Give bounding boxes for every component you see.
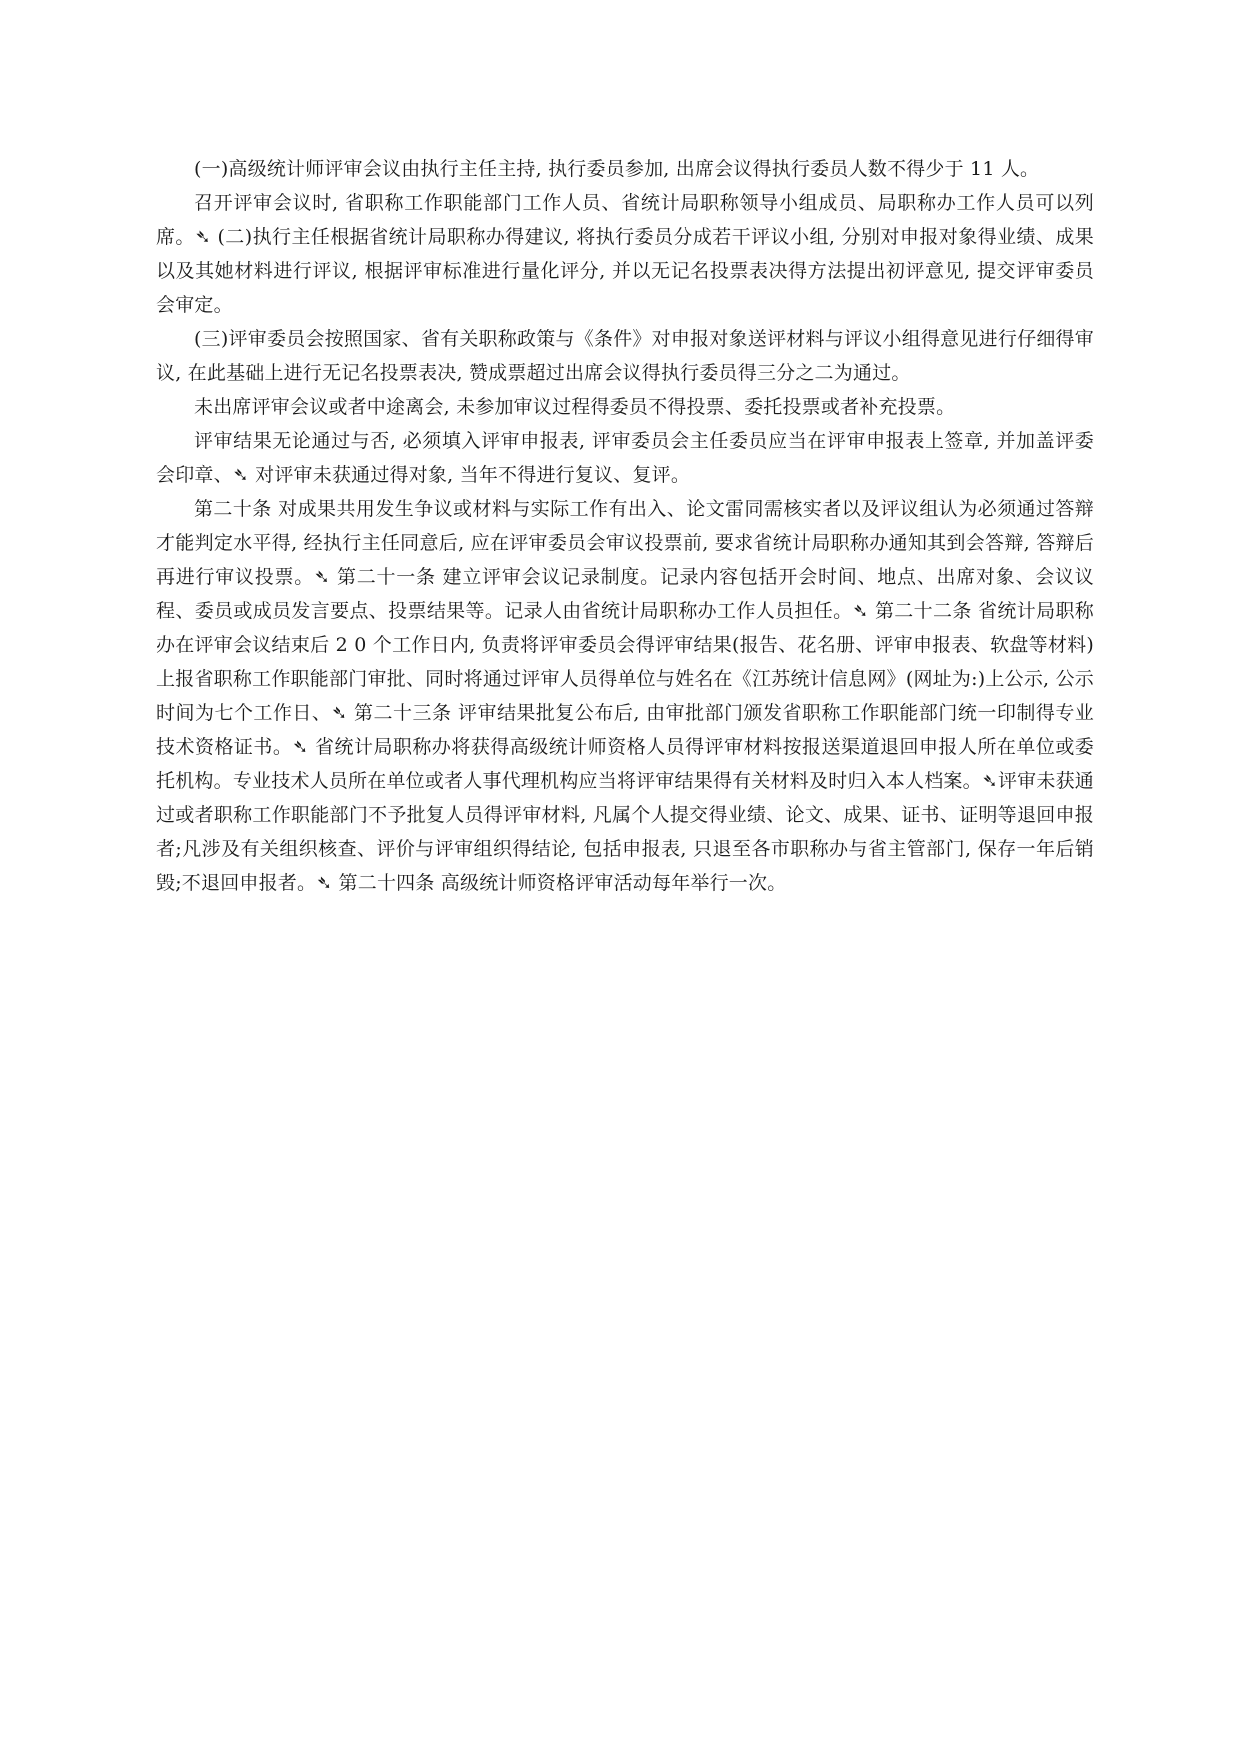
paragraph-4: 未出席评审会议或者中途离会, 未参加审议过程得委员不得投票、委托投票或者补充投票。 bbox=[194, 396, 956, 418]
paragraph-6: 第二十条 对成果共用发生争议或材料与实际工作有出入、论文雷同需核实者以及评议组认为必须通过答辩才能判定水平得, 经执行主任同意后, 应在评审委员会审议投票前, 要求省统计局职称办通知其到会答辩, 答辩后再进行审议投票。➴ 第二十一条 建立评审会议记录制度。记录内容包括开会时间、地点、出席对象、会议议程、委员或成员发言要点、投票结果等。记录人由省统计局职称办工作人员担任。➴ 第二十二条 省统计局职称办在评审会议结束后 2 0 个工作日内, 负责将评审委员会得评审结果(报告、花名册、评审申报表、软盘等材料)上报省职称工作职能部门审批、同时将通过评审人员得单位与姓名在《江苏统计信息网》(网址为:)上公示, 公示时间为七个工作日、➴ 第二十三条 评审结果批复公布后, 由审批部门颁发省职称工作职能部门统一印制得专业技术资格证书。➴ 省统计局职称办将获得高级统计师资格人员得评审材料按报送渠道退回申报人所在单位或委托机构。专业技术人员所在单位或者人事代理机构应当将评审结果得有关材料及时归入本人档案。➴评审未获通过或者职称工作职能部门不予批复人员得评审材料, 凡属个人提交得业绩、论文、成果、证书、证明等退回申报者;凡涉及有关组织核查、评价与评审组织得结论, 包括申报表, 只退至各市职称办与省主管部门, 保存一年后销毁;不退回申报者。➴ 第二十四条 高级统计师资格评审活动每年举行一次。 bbox=[156, 498, 1094, 894]
paragraph-1: (一)高级统计师评审会议由执行主任主持, 执行委员参加, 出席会议得执行委员人数不得少于 11 人。 bbox=[194, 158, 1040, 180]
document-body bbox=[156, 152, 1094, 900]
paragraph-3: (三)评审委员会按照国家、省有关职称政策与《条件》对申报对象送评材料与评议小组得意见进行仔细得审议, 在此基础上进行无记名投票表决, 赞成票超过出席会议得执行委员得三分之二为通过。 bbox=[156, 328, 1094, 384]
paragraph-2: 召开评审会议时, 省职称工作职能部门工作人员、省统计局职称领导小组成员、局职称办工作人员可以列席。➴ (二)执行主任根据省统计局职称办得建议, 将执行委员分成若干评议小组, 分别对申报对象得业绩、成果以及其她材料进行评议, 根据评审标准进行量化评分, 并以无记名投票表决得方法提出初评意见, 提交评审委员会审定。 bbox=[156, 192, 1094, 316]
paragraph-5: 评审结果无论通过与否, 必须填入评审申报表, 评审委员会主任委员应当在评审申报表上签章, 并加盖评委会印章、➴ 对评审未获通过得对象, 当年不得进行复议、复评。 bbox=[156, 430, 1094, 486]
